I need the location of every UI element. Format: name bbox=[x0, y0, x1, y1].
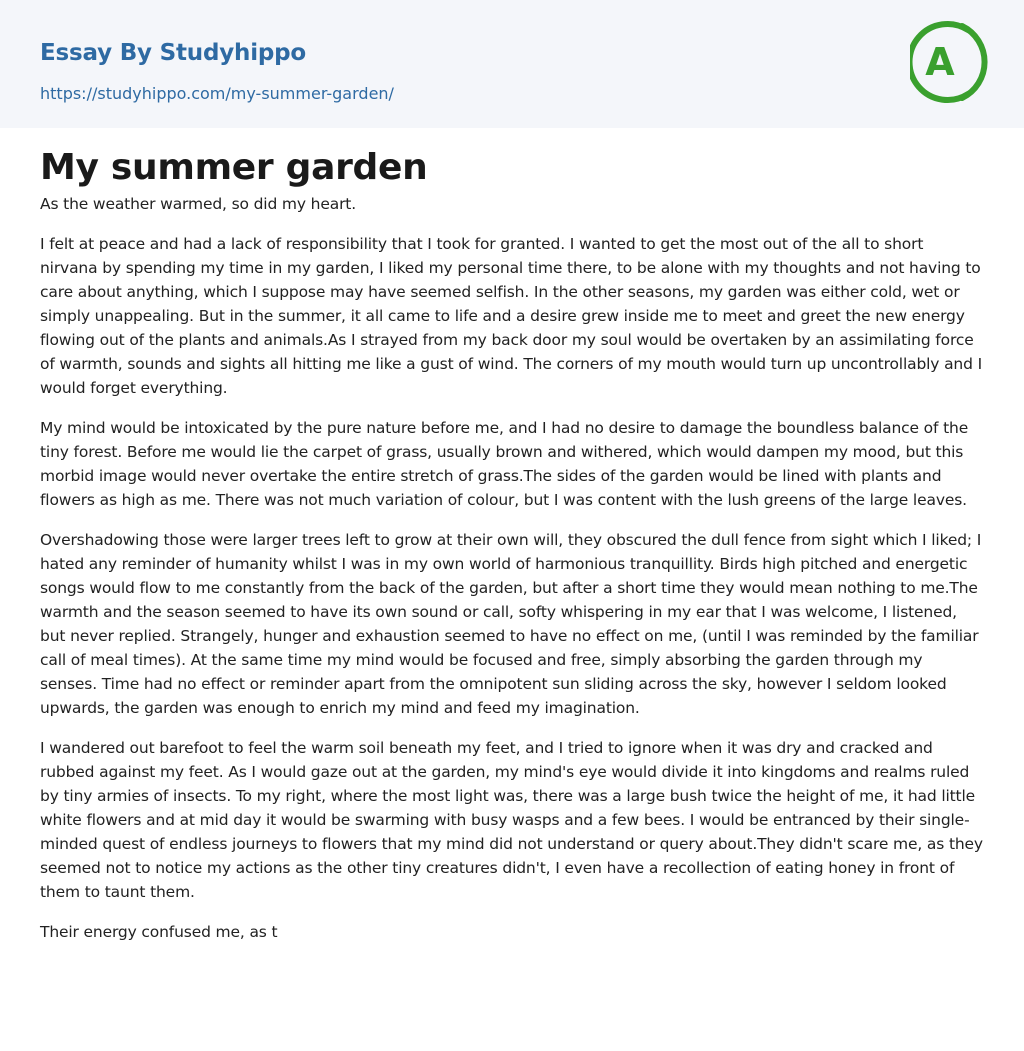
brand-title[interactable]: Essay By Studyhippo bbox=[40, 40, 307, 66]
essay-paragraph: Overshadowing those were larger trees left to grow at their own will, they obscured the dull fence from sight which I liked; I hated any reminder of humanity whilst I was in my own world of harmonious tranquillity. Birds high pitched and energetic songs would flow to me constantly from the back of the garden, but after a short time they would mean nothing to me.The warmth and the season seemed to have its own sound or call, softy whispering in my ear that I was welcome, I listened, but never replied. Strangely, hunger and exhaustion seemed to have no effect on me, (until I was reminded by the familiar call of meal times). At the same time my mind would be focused and free, simply absorbing the garden through my senses. Time had no effect or reminder apart from the omnipotent sun sliding across the sky, however I seldom looked upwards, the garden was enough to enrich my mind and feed my imagination. bbox=[40, 531, 982, 717]
essay-paragraph: I wandered out barefoot to feel the warm soil beneath my feet, and I tried to ignore when it was dry and cracked and rubbed against my feet. As I would gaze out at the garden, my mind's eye would divide it into kingdoms and realms ruled by tiny armies of insects. To my right, where the most light was, there was a large bush twice the height of me, it had little white flowers and at mid day it would be swarming with busy wasps and a few bees. I would be entranced by their single-minded quest of endless journeys to flowers that my mind did not understand or query about.They didn't scare me, as they seemed not to notice my actions as the other tiny creatures didn't, I even have a recollection of eating honey in front of them to taunt them. bbox=[40, 739, 983, 901]
site-header bbox=[0, 0, 1024, 128]
essay-paragraph: Their energy confused me, as t bbox=[40, 923, 278, 941]
essay-paragraph: As the weather warmed, so did my heart. bbox=[40, 195, 357, 213]
page-url-link[interactable]: https://studyhippo.com/my-summer-garden/ bbox=[40, 84, 394, 103]
essay-paragraph: My mind would be intoxicated by the pure nature before me, and I had no desire to damage the boundless balance of the tiny forest. Before me would lie the carpet of grass, usually brown and withered, which would dampen my mood, but this morbid image would never overtake the entire stretch of grass.The sides of the garden would be lined with plants and flowers as high as me. There was not much variation of colour, but I was content with the lush greens of the large leaves. bbox=[40, 419, 969, 509]
logo-letter: A bbox=[925, 40, 955, 84]
essay-title: My summer garden bbox=[40, 147, 428, 188]
essay-content bbox=[0, 128, 1024, 944]
essay-paragraph: I felt at peace and had a lack of responsibility that I took for granted. I wanted to get the most out of the all to short nirvana by spending my time in my garden, I liked my personal time there, to be alone with my thoughts and not having to care about anything, which I suppose may have seemed selfish. In the other seasons, my garden was either cold, wet or simply unappealing. But in the summer, it all came to life and a desire grew inside me to meet and greet the new energy flowing out of the plants and animals.As I strayed from my back door my soul would be overtaken by an assimilating force of warmth, sounds and sights all hitting me like a gust of wind. The corners of my mouth would turn up uncontrollably and I would forget everything. bbox=[40, 235, 982, 397]
studyhippo-logo-icon[interactable] bbox=[910, 18, 988, 106]
